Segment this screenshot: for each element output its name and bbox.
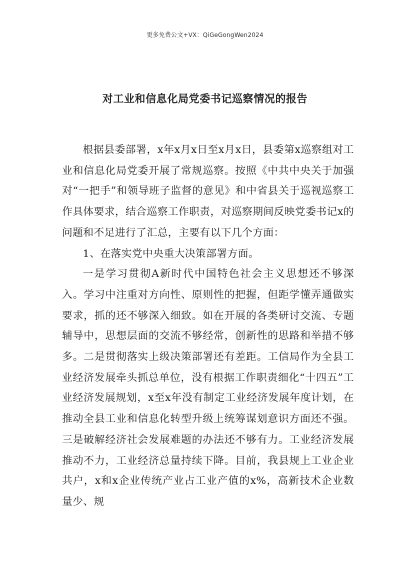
paragraph-section-heading: 1、在落实党中央重大决策部署方面。 [82,247,260,260]
paragraph-intro: 根据县委部署，x年x月x日至x月x日，县委第x巡察组对工业和信息化局党委开展了常规巡察。按照《中共中央关于加强对“一把手”和领导班子监督的意见》和中省县关于巡视巡察工作具体要求，结合巡察工作职责，对巡察期间反映党委书记x的问题和不足进行了汇总，主要有以下几个方面： [62,144,355,239]
paragraph-section-body: 一是学习贯彻A新时代中国特色社会主义思想还不够深入。学习中注重对方向性、原则性的把握，但距学懂弄通做实要求，抓的还不够深入细致。如在开展的各类研讨交流、专题辅导中，思想层面的交流不够经常，创新性的思路和举措不够多。二是贯彻落实上级决策部署还有差距。工信局作为全县工业经济发展牵头抓总单位，没有根据工作职责细化“十四五”工业经济发展规划，x至x年没有制定工业经济发展年度计划，在推动全县工业和信息化转型升级上统筹谋划意识方面还不强。三是破解经济社会发展难题的办法还不够有力。工业经济发展推动不力，工业经济总量持续下降。目前，我县规上工业企业共户，x和x企业传统产业占工业产值的x%，高新技术企业数量少、规 [62,268,354,508]
header-watermark: 更多免费公文+VX：QiGeGongWen2024 [146,32,264,39]
document-body [62,140,354,513]
document-title: 对工业和信息化局党委书记巡察情况的报告 [102,93,308,105]
